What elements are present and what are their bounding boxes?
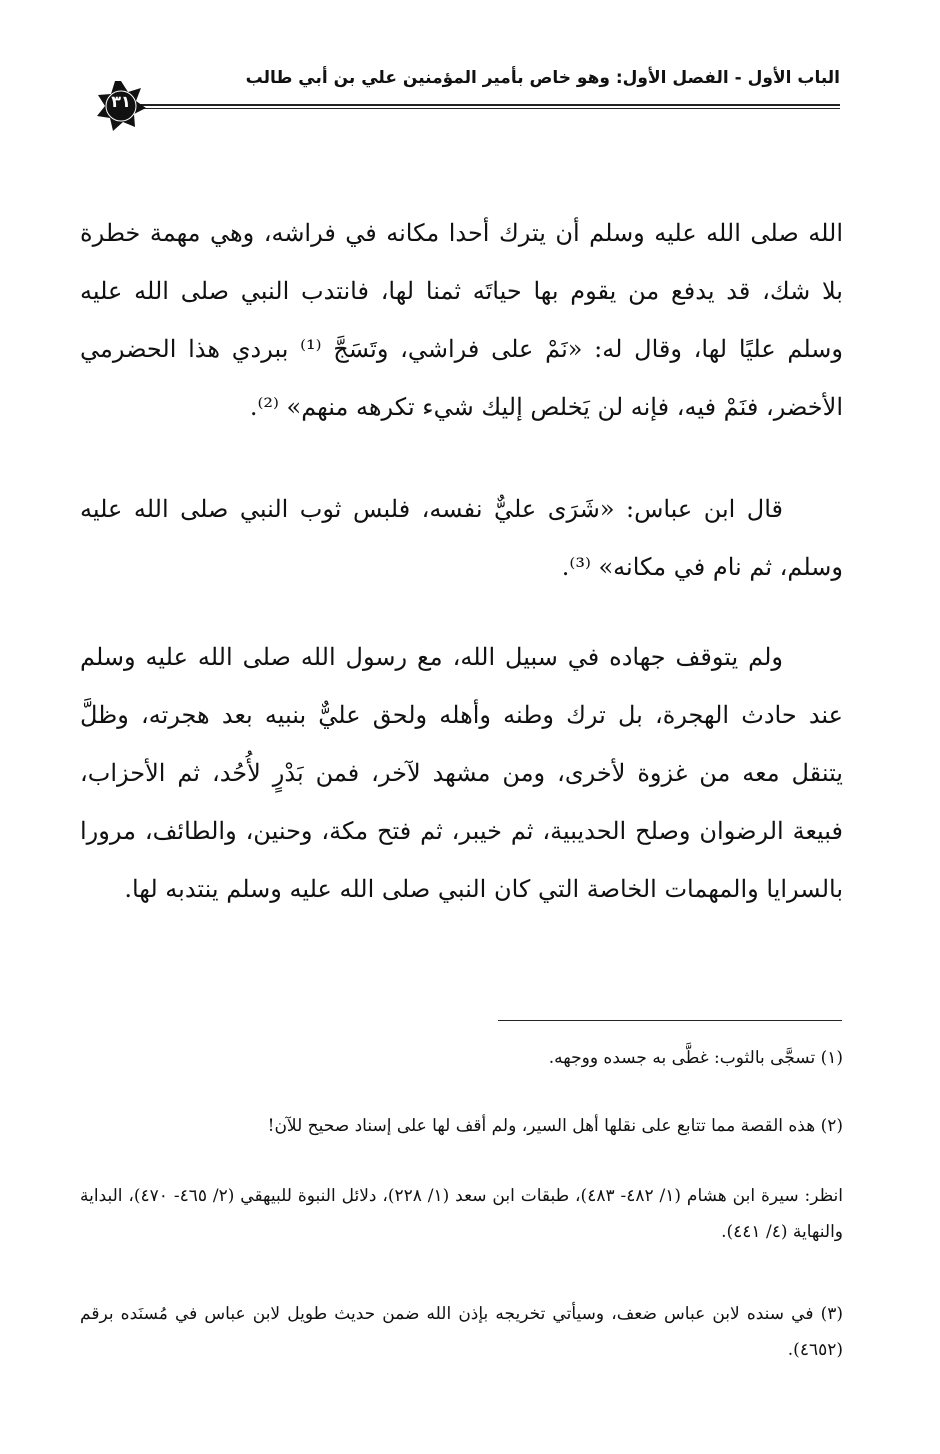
footnote-text: (٢) هذه القصة مما تتابع على نقلها أهل السير، ولم أقف لها على إسناد صحيح للآن! [267,1116,843,1136]
page-number: ٣١ [111,92,131,111]
footnote-text: (٣) في سنده لابن عباس ضعف، وسيأتي تخريجه بإذن الله ضمن حديث طويل لابن عباس في مُسنَده برقم (٤٦٥٢). [80,1304,843,1360]
running-header [95,58,840,128]
page-number-badge [95,80,147,132]
body-paragraph [80,480,843,596]
paragraph-text: ولم يتوقف جهاده في سبيل الله، مع رسول الله صلى الله عليه وسلم عند حادث الهجرة، بل ترك وطنه وأهله ولحق عليٌّ بنبيه بعد هجرته، وظلَّ يتنقل معه من غزوة لأخرى، ومن مشهد لآخر، فمن بَدْرٍ لأُحُد، ثم الأحزاب، فبيعة الرضوان وصلح الحديبية، ثم خيبر، ثم فتح مكة، وحنين، والطائف، مرورا بالسرايا والمهمات الخاصة التي كان النبي صلى الله عليه وسلم ينتدبه لها. [80,643,843,903]
footnote-separator [498,1020,842,1021]
footnote [80,1178,843,1250]
footnote-text: انظر: سيرة ابن هشام (١/ ٤٨٢- ٤٨٣)، طبقات ابن سعد (١/ ٢٢٨)، دلائل النبوة للبيهقي (٢/ ٤٦٥- ٤٧٠)، البداية والنهاية (٤/ ٤٤١). [80,1186,843,1242]
body-paragraph [80,204,843,436]
footnote [80,1108,843,1144]
header-title: الباب الأول - الفصل الأول: وهو خاص بأمير المؤمنين علي بن أبي طالب [245,68,840,88]
paragraph-text: الله صلى الله عليه وسلم أن يترك أحدا مكانه في فراشه، وهي مهمة خطرة بلا شك، قد يدفع من يقوم بها حياتَه ثمنا لها، فانتدب النبي صلى الله عليه وسلم عليًا لها، وقال له: «نَمْ على فراشي، وتَسَجَّ ⁽¹⁾ ببردي هذا الحضرمي الأخضر، فنَمْ فيه، فإنه لن يَخلص إليك شيء تكرهه منهم» ⁽²⁾. [80,219,843,421]
paragraph-text: قال ابن عباس: «شَرَى عليٌّ نفسه، فلبس ثوب النبي صلى الله عليه وسلم، ثم نام في مكانه» ⁽³⁾. [80,495,843,581]
footnote-text: (١) تسجَّى بالثوب: غطَّى به جسده ووجهه. [548,1048,843,1068]
footnote [80,1296,843,1368]
header-rule [137,104,840,109]
footnote [80,1040,843,1076]
body-paragraph [80,628,843,918]
